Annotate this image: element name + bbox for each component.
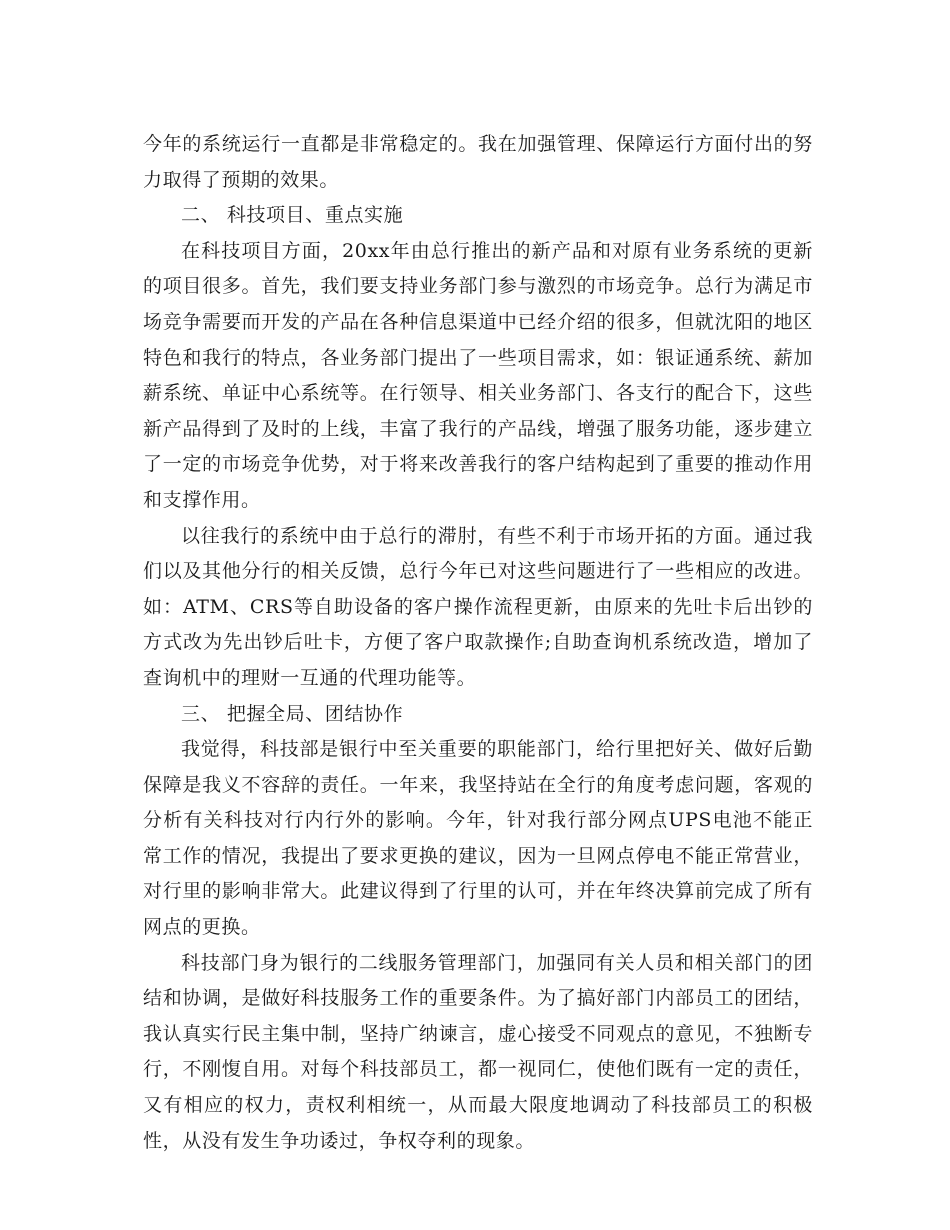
paragraph-continuation: 今年的系统运行一直都是非常稳定的。我在加强管理、保障运行方面付出的努力取得了预期的效果。	[143, 133, 813, 191]
section-heading-2: 二、 科技项目、重点实施	[181, 204, 404, 227]
document-body	[143, 127, 813, 1159]
paragraph-teamwork: 科技部门身为银行的二线服务管理部门，加强同有关人员和相关部门的团结和协调，是做好科技服务工作的重要条件。为了搞好部门内部员工的团结，我认真实行民主集中制，坚持广纳谏言，虚心接受不同观点的意见，不独断专行，不刚愎自用。对每个科技部员工，都一视同仁，使他们既有一定的责任，又有相应的权力，责权利相统一，从而最大限度地调动了科技部员工的积极性，从没有发生争功诿过，争权夺利的现象。	[143, 951, 813, 1152]
paragraph-overall-view: 我觉得，科技部是银行中至关重要的职能部门，给行里把好关、做好后勤保障是我义不容辞的责任。一年来，我坚持站在全行的角度考虑问题，客观的分析有关科技对行内行外的影响。今年，针对我行部分网点UPS电池不能正常工作的情况，我提出了要求更换的建议，因为一旦网点停电不能正常营业，对行里的影响非常大。此建议得到了行里的认可，并在年终决算前完成了所有网点的更换。	[143, 738, 813, 939]
paragraph-system-improvements: 以往我行的系统中由于总行的滞肘，有些不利于市场开拓的方面。通过我们以及其他分行的相关反馈，总行今年已对这些问题进行了一些相应的改进。如：ATM、CRS等自助设备的客户操作流程更新，由原来的先吐卡后出钞的方式改为先出钞后吐卡，方便了客户取款操作;自助查询机系统改造，增加了查询机中的理财一互通的代理功能等。	[143, 524, 813, 689]
paragraph-tech-projects: 在科技项目方面，20xx年由总行推出的新产品和对原有业务系统的更新的项目很多。首先，我们要支持业务部门参与激烈的市场竞争。总行为满足市场竞争需要而开发的产品在各种信息渠道中已经介绍的很多，但就沈阳的地区特色和我行的特点，各业务部门提出了一些项目需求，如：银证通系统、薪加薪系统、单证中心系统等。在行领导、相关业务部门、各支行的配合下，这些新产品得到了及时的上线，丰富了我行的产品线，增强了服务功能，逐步建立了一定的市场竞争优势，对于将来改善我行的客户结构起到了重要的推动作用和支撑作用。	[143, 239, 813, 511]
section-heading-3: 三、 把握全局、团结协作	[181, 702, 404, 725]
